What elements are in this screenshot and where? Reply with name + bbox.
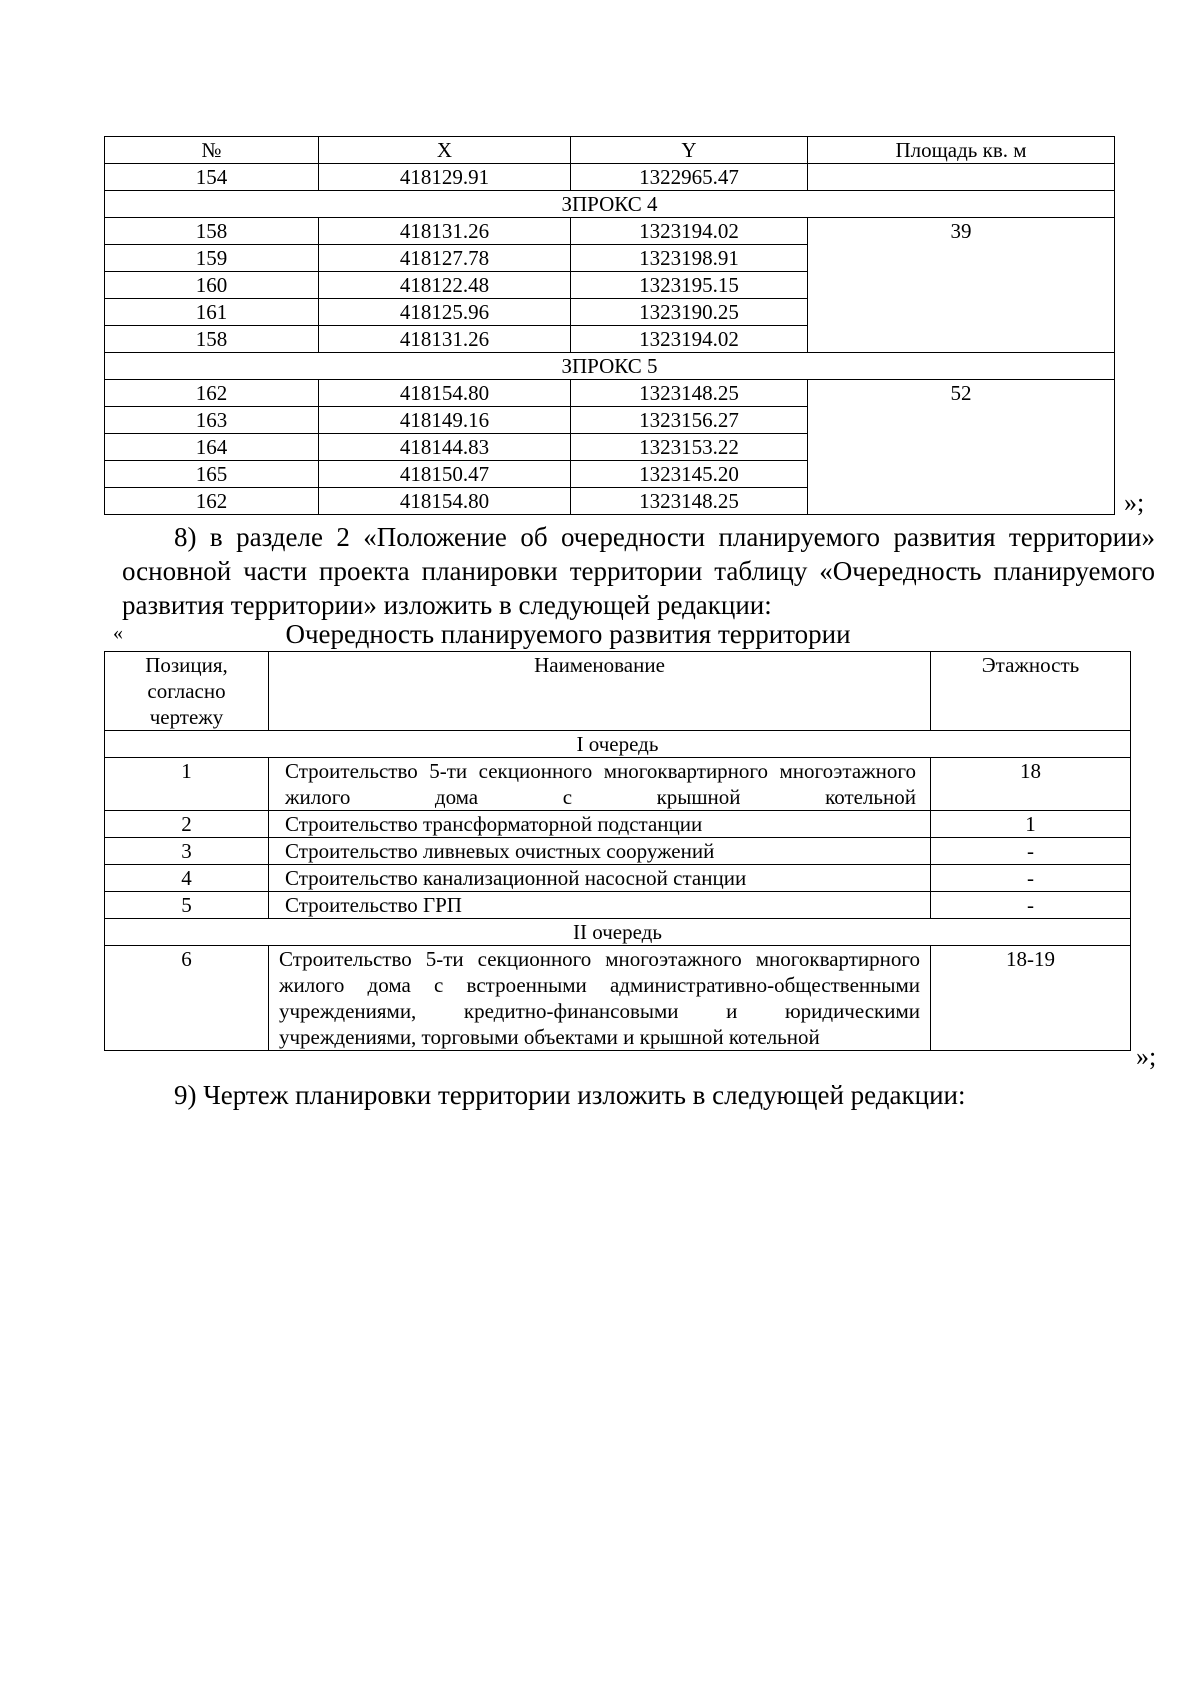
coord-x: 418149.16 — [319, 407, 571, 434]
table-row — [105, 838, 1131, 865]
position-cell: 6 — [105, 946, 269, 1051]
coord-y: 1323194.02 — [571, 218, 808, 245]
coord-x: 418127.78 — [319, 245, 571, 272]
coord-x: 418125.96 — [319, 299, 571, 326]
position-cell: 2 — [105, 811, 269, 838]
name-cell: Строительство трансформаторной подстанции — [269, 811, 931, 838]
point-number: 158 — [105, 218, 319, 245]
coord-y: 1323198.91 — [571, 245, 808, 272]
coord-y: 1323194.02 — [571, 326, 808, 353]
area-cell — [808, 164, 1115, 191]
coord-y: 1323156.27 — [571, 407, 808, 434]
point-number: 160 — [105, 272, 319, 299]
group-title: ЗПРОКС 5 — [105, 353, 1115, 380]
coord-x: 418131.26 — [319, 326, 571, 353]
header-cell: Позиция, согласно чертежу — [105, 652, 269, 731]
floors-cell: 18-19 — [931, 946, 1131, 1051]
table-row — [105, 946, 1131, 1051]
queue-title-row — [105, 919, 1131, 946]
coord-x: 418150.47 — [319, 461, 571, 488]
coord-y: 1322965.47 — [571, 164, 808, 191]
position-cell: 3 — [105, 838, 269, 865]
coord-y: 1323153.22 — [571, 434, 808, 461]
point-number: 163 — [105, 407, 319, 434]
name-cell: Строительство 5-ти секционного многоквартирного многоэтажного жилого дома с крышной котельной — [269, 758, 931, 811]
coord-x: 418131.26 — [319, 218, 571, 245]
position-cell: 1 — [105, 758, 269, 811]
header-cell: X — [319, 137, 571, 164]
group-title-row — [105, 353, 1115, 380]
coord-y: 1323195.15 — [571, 272, 808, 299]
point-number: 159 — [105, 245, 319, 272]
point-number: 161 — [105, 299, 319, 326]
header-cell: Этажность — [931, 652, 1131, 731]
point-number: 165 — [105, 461, 319, 488]
table-header-row — [105, 137, 1115, 164]
table-row — [105, 218, 1115, 245]
header-cell: Наименование — [269, 652, 931, 731]
name-cell: Строительство 5-ти секционного многоэтажного многоквартирного жилого дома с встроенными административно-общественными учреждениями, кредитно-финансовыми и юридическими учреждениями, торговыми объектами и крышной котельной — [269, 946, 931, 1051]
table-header-row — [105, 652, 1131, 731]
point-number: 162 — [105, 488, 319, 515]
header-cell: Площадь кв. м — [808, 137, 1115, 164]
point-number: 164 — [105, 434, 319, 461]
floors-cell: - — [931, 892, 1131, 919]
coord-y: 1323145.20 — [571, 461, 808, 488]
point-number: 154 — [105, 164, 319, 191]
header-cell: № — [105, 137, 319, 164]
name-cell: Строительство ГРП — [269, 892, 931, 919]
name-cell: Строительство канализационной насосной станции — [269, 865, 931, 892]
area-cell: 39 — [808, 218, 1115, 353]
floors-cell: - — [931, 838, 1131, 865]
group-title: ЗПРОКС 4 — [105, 191, 1115, 218]
point-number: 162 — [105, 380, 319, 407]
paragraph-8-text: 8) в разделе 2 «Положение об очередности планируемого развития территории» основной части проекта планировки территории таблицу «Очередность планируемого развития территории» изложить в следующей редакции: — [122, 522, 1155, 620]
coord-y: 1323190.25 — [571, 299, 808, 326]
coordinates-table — [104, 136, 1115, 515]
paragraph-9: 9) Чертеж планировки территории изложить в следующей редакции: — [174, 1080, 966, 1110]
coord-x: 418154.80 — [319, 380, 571, 407]
table-row — [105, 892, 1131, 919]
floors-cell: 1 — [931, 811, 1131, 838]
table-row — [105, 164, 1115, 191]
paragraph-8 — [122, 520, 1155, 622]
floors-cell: 18 — [931, 758, 1131, 811]
coord-x: 418122.48 — [319, 272, 571, 299]
closing-quote: »; — [1124, 488, 1145, 517]
coord-x: 418144.83 — [319, 434, 571, 461]
queue-title: II очередь — [105, 919, 1131, 946]
queue-title: I очередь — [105, 731, 1131, 758]
coord-y: 1323148.25 — [571, 488, 808, 515]
table-row — [105, 865, 1131, 892]
order-table-title: Очередность планируемого развития территории — [285, 619, 851, 649]
closing-quote: »; — [1136, 1042, 1157, 1071]
table-row — [105, 380, 1115, 407]
area-cell: 52 — [808, 380, 1115, 515]
header-cell: Y — [571, 137, 808, 164]
floors-cell: - — [931, 865, 1131, 892]
table-row — [105, 811, 1131, 838]
queue-title-row — [105, 731, 1131, 758]
opening-quote: « — [113, 622, 123, 644]
coord-x: 418154.80 — [319, 488, 571, 515]
development-order-table — [104, 651, 1131, 1051]
coord-x: 418129.91 — [319, 164, 571, 191]
group-title-row — [105, 191, 1115, 218]
position-cell: 5 — [105, 892, 269, 919]
coord-y: 1323148.25 — [571, 380, 808, 407]
table-row — [105, 758, 1131, 811]
name-cell: Строительство ливневых очистных сооружений — [269, 838, 931, 865]
point-number: 158 — [105, 326, 319, 353]
position-cell: 4 — [105, 865, 269, 892]
